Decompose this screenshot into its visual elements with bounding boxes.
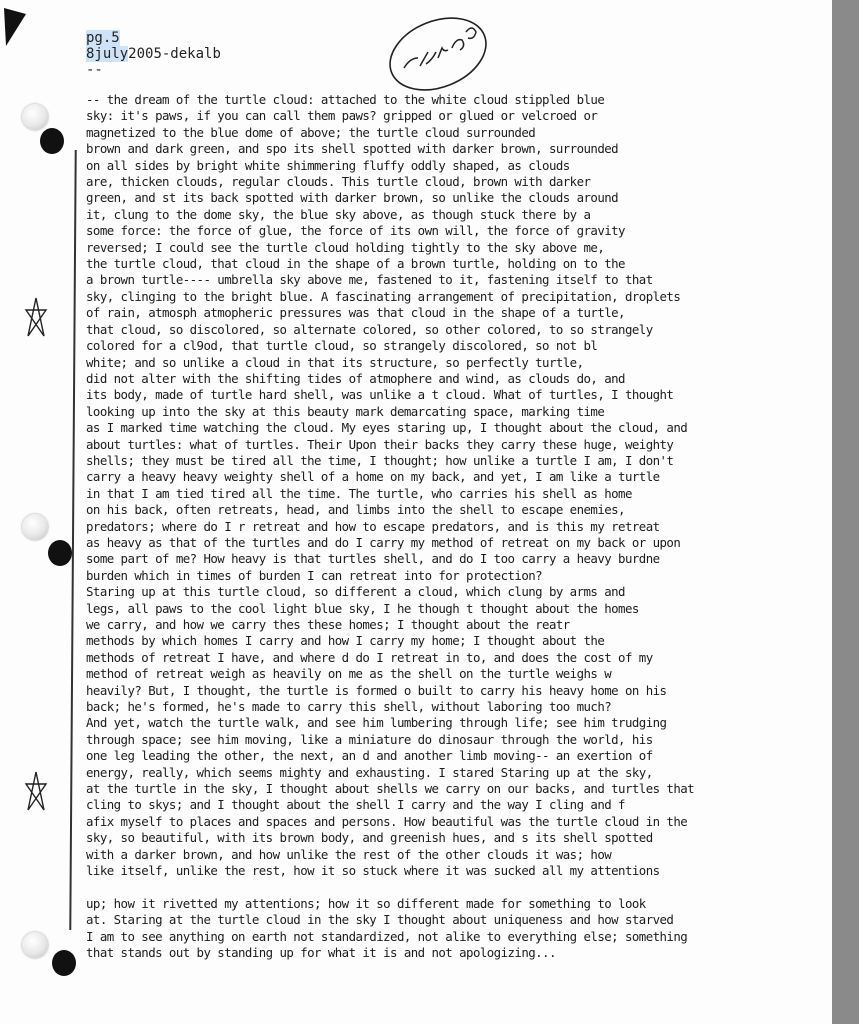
- text-line: reversed; I could see the turtle cloud holding tightly to the sky above me,: [86, 239, 605, 255]
- text-line: sky, clinging to the bright blue. A fascinating arrangement of precipitation, droplets: [86, 288, 681, 304]
- typed-body-text: [86, 92, 806, 962]
- text-line: the turtle cloud, that cloud in the shape of a brown turtle, holding on to the: [86, 256, 625, 272]
- text-line: sky: it's paws, if you can call them paws? gripped or glued or velcroed or: [86, 108, 598, 124]
- text-line: like itself, unlike the rest, how it so stuck where it was sucked all my attentions: [86, 863, 660, 879]
- text-line: cling to skys; and I thought about the shell I carry and the way I cling and f: [86, 797, 625, 813]
- text-line: carry a heavy heavy weighty shell of a home on my back, and yet, I am like a turtle: [86, 469, 660, 485]
- text-line: predators; where do I r retreat and how to escape predators, and is this my retreat: [86, 518, 660, 534]
- text-line: afix myself to places and spaces and persons. How beautiful was the turtle cloud in the: [86, 813, 688, 829]
- text-line: on his back, often retreats, head, and limbs into the shell to escape enemies,: [86, 502, 625, 518]
- text-line: [86, 880, 806, 896]
- page-number: pg.5: [86, 30, 120, 46]
- text-line: shells; they must be tired all the time, I thought; how unlike a turtle I am, I don't: [86, 452, 674, 468]
- text-line: through space; see him moving, like a miniature do dinosaur through the world, his: [86, 731, 653, 747]
- text-line: as heavy as that of the turtles and do I carry my method of retreat on my back or upon: [86, 534, 681, 550]
- text-line: burden which in times of burden I can retreat into for protection?: [86, 567, 543, 583]
- text-line: that stands out by standing up for what it is and not apologizing...: [86, 945, 556, 961]
- text-line: on all sides by bright white shimmering fluffy oddly shaped, as clouds: [86, 157, 570, 173]
- text-line: green, and st its back spotted with darker brown, so unlike the clouds around: [86, 190, 619, 206]
- text-line: of rain, atmosph atmopheric pressures was that cloud in the shape of a turtle,: [86, 305, 625, 321]
- star-doodle-1: [24, 296, 48, 340]
- text-line: some part of me? How heavy is that turtles shell, and do I too carry a heavy burdne: [86, 551, 660, 567]
- binder-hole-1: [22, 104, 48, 130]
- binder-hole-2: [40, 128, 64, 154]
- date-highlight: 8july: [86, 46, 129, 62]
- star-doodle-2: [24, 770, 48, 814]
- text-line: at the turtle in the sky, I thought about shells we carry on our backs, and turtles that: [86, 781, 695, 797]
- text-line: that cloud, so discolored, so alternate colored, so other colored, to so strangely: [86, 321, 653, 337]
- binder-hole-5: [22, 932, 48, 958]
- text-line: we carry, and how we carry thes these homes; I thought about the reatr: [86, 617, 570, 632]
- text-line: energy, really, which seems mighty and exhausting. I stared Staring up at the sky,: [86, 764, 653, 780]
- text-line: about turtles: what of turtles. Their Upon their backs they carry these huge, weighty: [86, 436, 674, 452]
- text-line: magnetized to the blue dome of above; the turtle cloud surrounded: [86, 124, 536, 140]
- text-line: at. Staring at the turtle cloud in the sky I thought about uniqueness and how starved: [86, 912, 674, 928]
- scan-edge: [832, 0, 859, 1024]
- header-dashes: --: [86, 62, 103, 78]
- text-line: its body, made of turtle hard shell, was unlike a t cloud. What of turtles, I thought: [86, 387, 674, 403]
- text-line: white; and so unlike a cloud in that its structure, so perfectly turtle,: [86, 354, 584, 370]
- text-line: it, clung to the dome sky, the blue sky above, as though stuck there by a: [86, 206, 591, 222]
- text-line: method of retreat weigh as heavily on me as the shell on the turtle weighs w: [86, 666, 612, 682]
- text-line: legs, all paws to the cool light blue sky, I he though t thought about the homes: [86, 600, 639, 616]
- text-line: as I marked time watching the cloud. My eyes staring up, I thought about the cloud, and: [86, 420, 688, 436]
- binder-hole-6: [52, 950, 76, 976]
- binder-hole-4: [48, 540, 72, 566]
- text-line: one leg leading the other, the next, an d and another limb moving-- an exertion of: [86, 748, 653, 764]
- text-line: sky, so beautiful, with its brown body, and greenish hues, and s its shell spotted: [86, 830, 653, 846]
- text-line: heavily? But, I thought, the turtle is formed o built to carry his heavy home on his: [86, 682, 667, 698]
- text-line: are, thicken clouds, regular clouds. This turtle cloud, brown with darker: [86, 174, 591, 190]
- page-header: [86, 30, 221, 78]
- text-line: some force: the force of glue, the force of its own will, the force of gravity: [86, 223, 625, 239]
- date-location: 2005-dekalb: [128, 46, 221, 62]
- text-line: methods by which homes I carry and how I carry my home; I thought about the: [86, 633, 605, 649]
- text-line: with a darker brown, and how unlike the rest of the other clouds it was; how: [86, 846, 612, 862]
- text-line: brown and dark green, and spo its shell spotted with darker brown, surrounded: [86, 141, 619, 157]
- text-line: I am to see anything on earth not standardized, not alike to everything else; something: [86, 928, 688, 944]
- text-line: methods of retreat I have, and where d do I retreat in to, and does the cost of my: [86, 649, 653, 665]
- text-line: -- the dream of the turtle cloud: attached to the white cloud stippled blue: [86, 92, 605, 107]
- corner-triangle-mark: [4, 8, 28, 48]
- text-line: up; how it rivetted my attentions; how it so different made for something to look: [86, 895, 646, 911]
- text-line: And yet, watch the turtle walk, and see him lumbering through life; see him trudging: [86, 715, 667, 731]
- text-line: colored for a cl9od, that turtle cloud, so strangely discolored, so not bl: [86, 338, 598, 354]
- text-line: back; he's formed, he's made to carry this shell, without laboring too much?: [86, 699, 612, 715]
- text-line: in that I am tied tired all the time. The turtle, who carries his shell as home: [86, 485, 632, 501]
- text-line: a brown turtle---- umbrella sky above me, fastened to it, fastening itself to that: [86, 272, 653, 288]
- text-line: Staring up at this turtle cloud, so different a cloud, which clung by arms and: [86, 584, 625, 600]
- binder-hole-3: [22, 514, 48, 540]
- text-line: looking up into the sky at this beauty mark demarcating space, marking time: [86, 403, 605, 419]
- handwritten-stamp: [380, 8, 500, 98]
- text-line: did not alter with the shifting tides of atmophere and wind, as clouds do, and: [86, 370, 625, 386]
- margin-line: [69, 150, 76, 930]
